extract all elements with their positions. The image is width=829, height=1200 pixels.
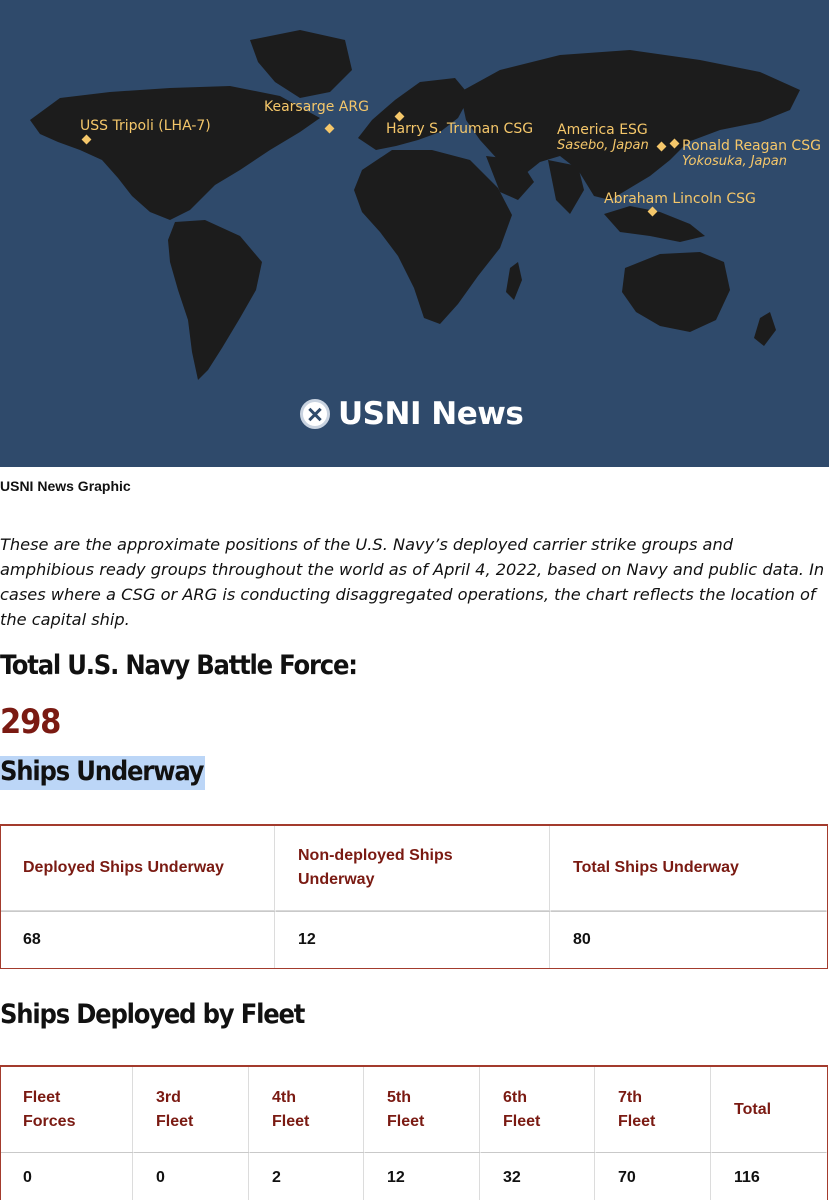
usni-news-logo <box>300 392 523 436</box>
map-label-truman: Harry S. Truman CSG <box>386 121 534 137</box>
col-header-7th-fleet: 7th Fleet <box>596 1067 712 1152</box>
ships-underway-heading: Ships Underway <box>0 756 205 790</box>
table-header-row <box>1 1067 827 1152</box>
map-sublabel-america: Sasebo, Japan <box>557 138 649 153</box>
cell-5th-fleet: 12 <box>365 1152 481 1200</box>
map-label-kearsarge: Kearsarge ARG <box>264 99 369 115</box>
cell-deployed-underway: 68 <box>1 911 276 968</box>
table-row <box>1 911 827 968</box>
deployment-map <box>0 0 829 467</box>
cell-nondeployed-underway: 12 <box>276 911 551 968</box>
cell-6th-fleet: 32 <box>481 1152 596 1200</box>
table-row <box>1 1152 827 1200</box>
ships-by-fleet-table <box>0 1065 828 1200</box>
map-label-tripoli: USS Tripoli (LHA-7) <box>80 118 211 134</box>
intro-paragraph: These are the approximate positions of the U.S. Navy’s deployed carrier strike groups and amphibious ready groups throughout the world as of April 4, 2022, based on Navy and public data. In cases where a CSG or ARG is conducting disaggregated operations, the chart reflects the location of the capital ship. <box>0 535 825 629</box>
map-label-reagan: Ronald Reagan CSG <box>682 138 821 154</box>
cell-7th-fleet: 70 <box>596 1152 712 1200</box>
cell-total: 116 <box>712 1152 827 1200</box>
col-header-3rd-fleet: 3rd Fleet <box>134 1067 250 1152</box>
col-header-fleet-forces: Fleet Forces <box>1 1067 134 1152</box>
ships-underway-table <box>0 824 828 969</box>
col-header-6th-fleet: 6th Fleet <box>481 1067 596 1152</box>
ships-by-fleet-heading: Ships Deployed by Fleet <box>0 999 305 1030</box>
col-header-4th-fleet: 4th Fleet <box>250 1067 365 1152</box>
cell-3rd-fleet: 0 <box>134 1152 250 1200</box>
usni-news-wordmark: USNI News <box>338 396 524 432</box>
map-label-america: America ESG <box>557 122 648 138</box>
cell-4th-fleet: 2 <box>250 1152 365 1200</box>
col-header-deployed-underway: Deployed Ships Underway <box>1 826 276 911</box>
col-header-total: Total <box>712 1067 827 1152</box>
col-header-5th-fleet: 5th Fleet <box>365 1067 481 1152</box>
usni-emblem-icon <box>300 399 330 429</box>
cell-fleet-forces: 0 <box>1 1152 134 1200</box>
map-label-lincoln: Abraham Lincoln CSG <box>604 191 756 207</box>
col-header-nondeployed-underway: Non-deployed Ships Underway <box>276 826 551 911</box>
col-header-total-underway: Total Ships Underway <box>551 826 827 911</box>
table-header-row <box>1 826 827 911</box>
image-caption: USNI News Graphic <box>0 478 131 494</box>
cell-total-underway: 80 <box>551 911 827 968</box>
battle-force-heading: Total U.S. Navy Battle Force: <box>0 650 357 681</box>
map-sublabel-reagan: Yokosuka, Japan <box>682 154 787 169</box>
battle-force-total: 298 <box>0 702 61 742</box>
